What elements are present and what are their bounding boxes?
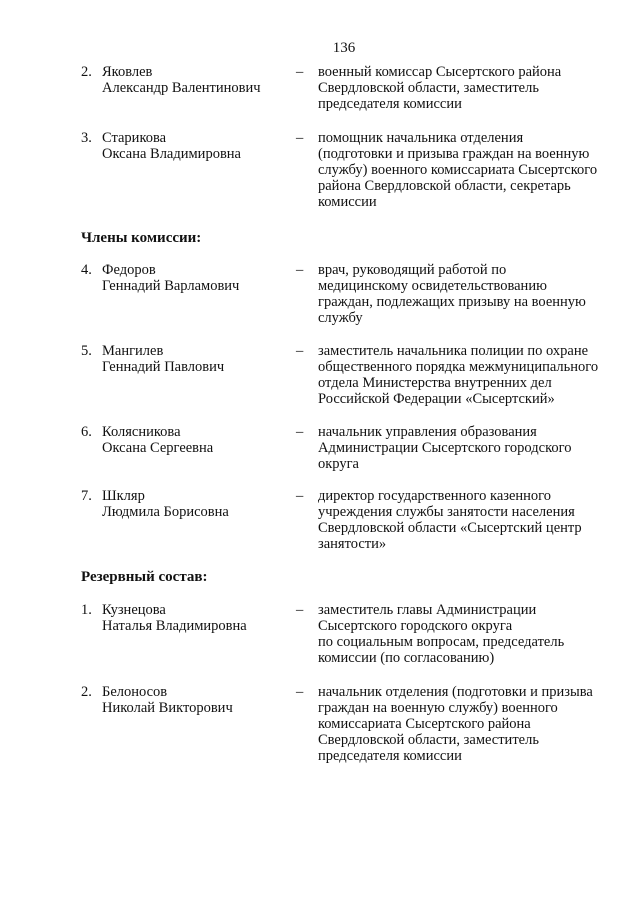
entry-description-line: Свердловской области «Сысертский центр xyxy=(318,520,582,536)
entry-name xyxy=(102,684,292,716)
members-heading: Члены комиссии: xyxy=(81,230,202,246)
entry-dash: – xyxy=(296,64,304,80)
entry-description-line: учреждения службы занятости населения xyxy=(318,504,575,520)
entry-description-line: граждан на военную службу) военного xyxy=(318,700,558,716)
entry-description-line: начальник отделения (подготовки и призыва xyxy=(318,684,593,700)
entry-description-line: граждан, подлежащих призыву на военную xyxy=(318,294,586,310)
entry-description-line: службу xyxy=(318,310,363,326)
entry-description xyxy=(318,602,618,666)
entry-name xyxy=(102,262,292,294)
entry-description-line: по социальным вопросам, председатель xyxy=(318,634,565,650)
entry-description-line: отдела Министерства внутренних дел xyxy=(318,375,552,391)
entry-description-line: комиссариата Сысертского района xyxy=(318,716,531,732)
entry-description-line: председателя комиссии xyxy=(318,96,462,112)
entry-description-line: председателя комиссии xyxy=(318,748,462,764)
entry-surname: Мангилев xyxy=(102,343,164,359)
entry-dash: – xyxy=(296,488,304,504)
entry-name xyxy=(102,343,292,375)
entry-dash: – xyxy=(296,602,304,618)
entry-dash: – xyxy=(296,684,304,700)
entry-description-line: округа xyxy=(318,456,359,472)
entry-description-line: комиссии xyxy=(318,194,377,210)
entry-given-names: Николай Викторович xyxy=(102,700,233,716)
entry-number: 2. xyxy=(81,64,92,80)
entry-name xyxy=(102,130,292,162)
entry-given-names: Геннадий Варламович xyxy=(102,278,240,294)
entry-description xyxy=(318,343,618,407)
entry-description-line: помощник начальника отделения xyxy=(318,130,524,146)
entry-description-line: директор государственного казенного xyxy=(318,488,552,504)
entry-description xyxy=(318,262,618,326)
entry-name xyxy=(102,602,292,634)
entry-number: 3. xyxy=(81,130,92,146)
entry-description-line: Российской Федерации «Сысертский» xyxy=(318,391,555,407)
entry-description-line: общественного порядка межмуниципального xyxy=(318,359,599,375)
entry-description-line: Свердловской области, заместитель xyxy=(318,80,539,96)
entry-number: 5. xyxy=(81,343,92,359)
entry-description-line: медицинскому освидетельствованию xyxy=(318,278,547,294)
entry-given-names: Александр Валентинович xyxy=(102,80,261,96)
entry-description-line: Администрации Сысертского городского xyxy=(318,440,572,456)
entry-surname: Кузнецова xyxy=(102,602,166,618)
entry-name xyxy=(102,488,292,520)
entry-number: 6. xyxy=(81,424,92,440)
entry-description-line: комиссии (по согласованию) xyxy=(318,650,495,666)
entry-description-line: Сысертского городского округа xyxy=(318,618,513,634)
entry-dash: – xyxy=(296,343,304,359)
entry-dash: – xyxy=(296,262,304,278)
entry-given-names: Людмила Борисовна xyxy=(102,504,229,520)
reserve-heading: Резервный состав: xyxy=(81,569,208,585)
entry-description-line: района Свердловской области, секретарь xyxy=(318,178,571,194)
page-number: 136 xyxy=(332,40,356,56)
entry-description xyxy=(318,130,618,210)
entry-given-names: Наталья Владимировна xyxy=(102,618,247,634)
entry-surname: Колясникова xyxy=(102,424,181,440)
entry-description xyxy=(318,64,618,112)
entry-description xyxy=(318,424,618,472)
entry-given-names: Оксана Владимировна xyxy=(102,146,241,162)
entry-surname: Федоров xyxy=(102,262,156,278)
entry-description-line: заместитель главы Администрации xyxy=(318,602,537,618)
entry-surname: Старикова xyxy=(102,130,167,146)
entry-surname: Белоносов xyxy=(102,684,168,700)
entry-number: 4. xyxy=(81,262,92,278)
entry-dash: – xyxy=(296,424,304,440)
entry-description-line: занятости» xyxy=(318,536,387,552)
entry-number: 1. xyxy=(81,602,92,618)
entry-description-line: военный комиссар Сысертского района xyxy=(318,64,562,80)
entry-number: 2. xyxy=(81,684,92,700)
entry-description xyxy=(318,488,618,552)
entry-description-line: службу) военного комиссариата Сысертского xyxy=(318,162,598,178)
entry-surname: Шкляр xyxy=(102,488,145,504)
entry-description-line: Свердловской области, заместитель xyxy=(318,732,539,748)
entry-surname: Яковлев xyxy=(102,64,153,80)
entry-name xyxy=(102,424,292,456)
entry-dash: – xyxy=(296,130,304,146)
entry-number: 7. xyxy=(81,488,92,504)
entry-given-names: Оксана Сергеевна xyxy=(102,440,214,456)
entry-description-line: (подготовки и призыва граждан на военную xyxy=(318,146,590,162)
entry-description-line: врач, руководящий работой по xyxy=(318,262,507,278)
entry-description-line: заместитель начальника полиции по охране xyxy=(318,343,589,359)
entry-description-line: начальник управления образования xyxy=(318,424,537,440)
entry-given-names: Геннадий Павлович xyxy=(102,359,225,375)
entry-name xyxy=(102,64,292,96)
entry-description xyxy=(318,684,618,764)
